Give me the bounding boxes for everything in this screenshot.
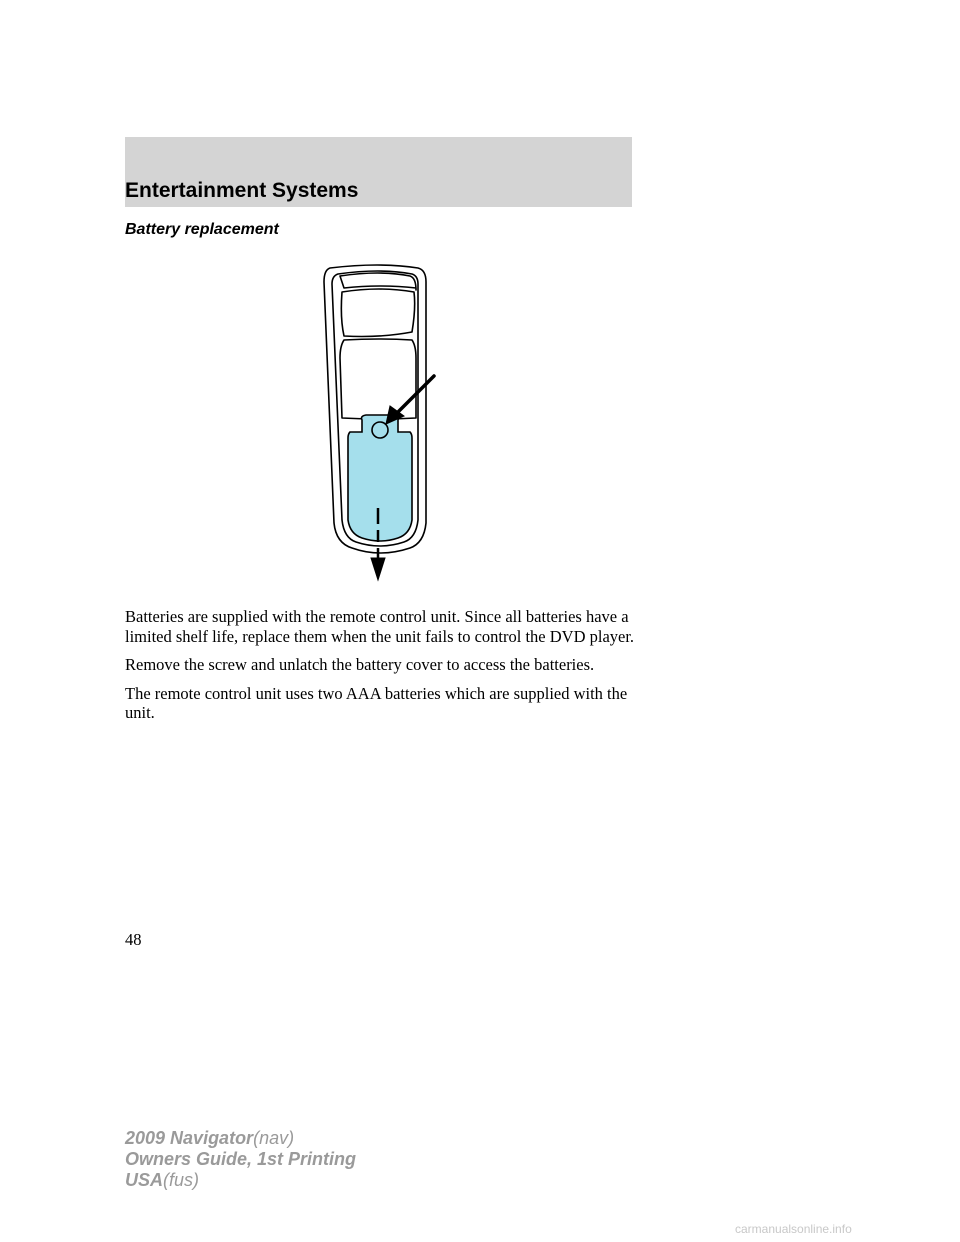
- footer-model-code: (nav): [253, 1128, 295, 1148]
- footer-line-printing: [125, 1149, 356, 1170]
- body-text: [125, 607, 640, 732]
- print-footer: [125, 1128, 356, 1191]
- footer-line-model: [125, 1128, 356, 1149]
- watermark-link[interactable]: carmanualsonline.info: [735, 1222, 852, 1236]
- paragraph-batteries-supplied: Batteries are supplied with the remote control unit. Since all batteries have a limited shelf life, replace them when the unit fails to control the DVD player.: [125, 607, 635, 646]
- paragraph-remove-screw: Remove the screw and unlatch the battery cover to access the batteries.: [125, 655, 595, 674]
- section-title: Entertainment Systems: [125, 179, 359, 202]
- footer-line-market: [125, 1170, 356, 1191]
- footer-market-code: (fus): [163, 1170, 200, 1190]
- footer-model: 2009 Navigator: [125, 1128, 254, 1148]
- subheading-battery-replacement: Battery replacement: [125, 221, 279, 238]
- page-number: 48: [125, 930, 142, 949]
- remote-control-battery-cover-illustration: [300, 258, 460, 582]
- paragraph-aaa-batteries: The remote control unit uses two AAA batteries which are supplied with the unit.: [125, 683, 628, 722]
- footer-market: USA: [125, 1170, 164, 1190]
- footer-printing: Owners Guide, 1st Printing: [125, 1149, 357, 1169]
